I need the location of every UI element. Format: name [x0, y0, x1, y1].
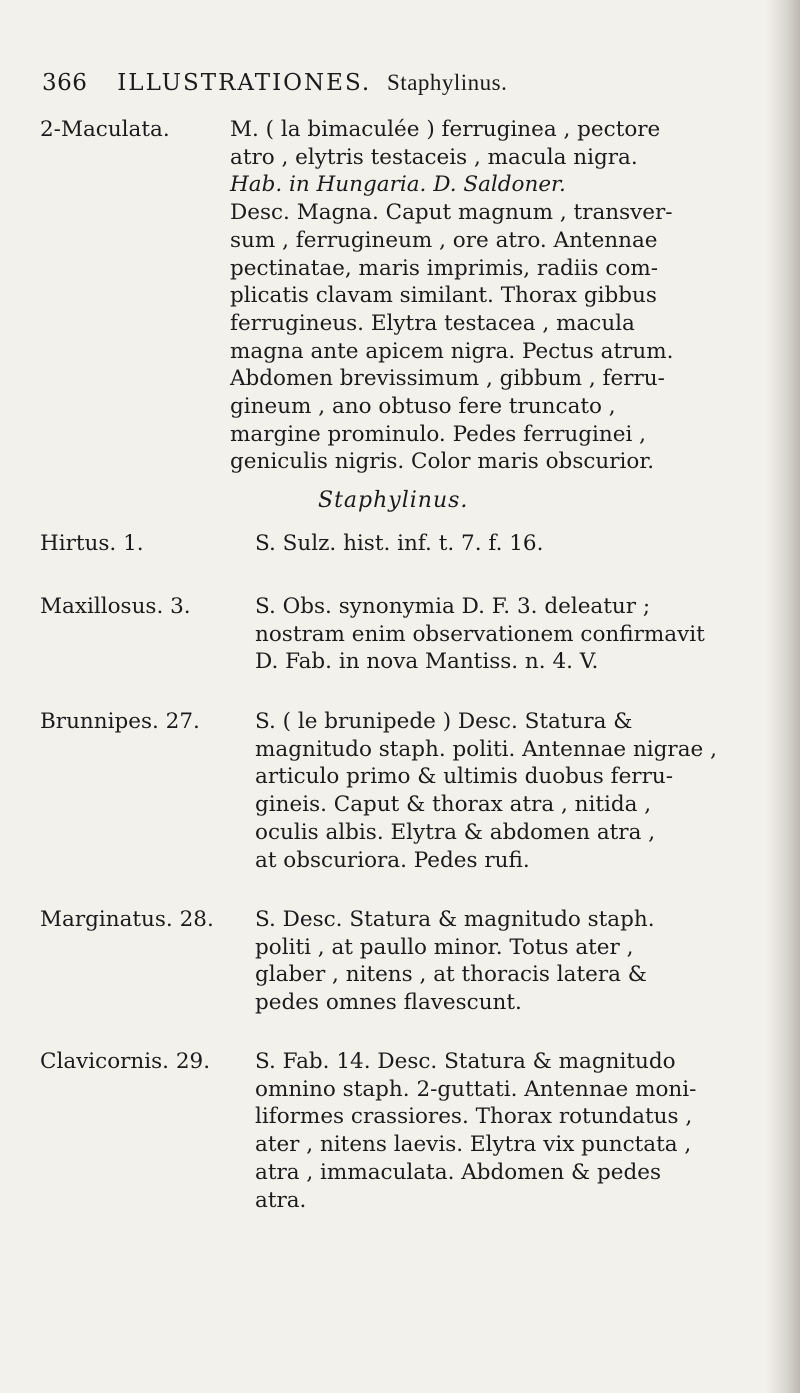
- entry-line: atra.: [255, 1187, 307, 1213]
- entry-line: omnino staph. 2-guttati. Antennae moni-: [255, 1076, 697, 1102]
- entry-line: Abdomen brevissimum , gibbum , ferru-: [230, 366, 665, 392]
- entry-hirtus: [40, 530, 770, 558]
- entry-line: S. Sulz. hist. inf. t. 7. f. 16.: [255, 531, 544, 556]
- entry-brunnipes: [40, 708, 770, 874]
- entry-label: 2-Maculata.: [40, 117, 170, 142]
- entry-line: plicatis clavam similant. Thorax gibbus: [230, 283, 657, 309]
- entry-line: pectinatae, maris imprimis, radiis com-: [230, 255, 659, 281]
- entry-label: Clavicornis. 29.: [40, 1049, 211, 1074]
- entry-line: Desc. Magna. Caput magnum , transver-: [230, 200, 673, 226]
- entry-line: margine prominulo. Pedes ferruginei ,: [230, 421, 646, 447]
- entry-line: atra , immaculata. Abdomen & pedes: [255, 1159, 662, 1185]
- entry-label: Marginatus. 28.: [40, 907, 214, 932]
- entry-line: politi , at paullo minor. Totus ater ,: [255, 934, 634, 960]
- entry-line: D. Fab. in nova Mantiss. n. 4. V.: [255, 649, 599, 675]
- entry-line: S. Desc. Statura & magnitudo staph.: [255, 907, 655, 932]
- section-subheading: Staphylinus.: [318, 488, 469, 513]
- entry-maxillosus: [40, 593, 770, 676]
- entry-line: atro , elytris testaceis , macula nigra.: [230, 144, 638, 170]
- running-header: [42, 70, 742, 96]
- page-number: 366: [42, 70, 88, 96]
- entry-line: nostram enim observationem confirmavit: [255, 621, 705, 647]
- entry-line: pedes omnes flavescunt.: [255, 990, 522, 1016]
- entry-line: oculis albis. Elytra & abdomen atra ,: [255, 819, 656, 845]
- entry-line: magnitudo staph. politi. Antennae nigrae ,: [255, 736, 717, 762]
- entry-line: S. Obs. synonymia D. F. 3. deleatur ;: [255, 594, 651, 619]
- entry-line: S. Fab. 14. Desc. Statura & magnitudo: [255, 1049, 676, 1074]
- entry-line: sum , ferrugineum , ore atro. Antennae: [230, 227, 658, 253]
- running-title: ILLUSTRATIONES.: [117, 70, 372, 96]
- entry-2-maculata: [40, 116, 770, 476]
- entry-line: gineum , ano obtuso fere truncato ,: [230, 394, 616, 420]
- entry-line: ferrugineus. Elytra testacea , macula: [230, 310, 635, 336]
- entry-label: Brunnipes. 27.: [40, 709, 200, 734]
- entry-line: geniculis nigris. Color maris obscurior.: [230, 449, 655, 475]
- entry-line: glaber , nitens , at thoracis latera &: [255, 962, 647, 988]
- entry-line: magna ante apicem nigra. Pectus atrum.: [230, 338, 674, 364]
- entry-line: at obscuriora. Pedes rufi.: [255, 847, 530, 873]
- page-edge-shadow: [766, 0, 800, 1393]
- entry-line: articulo primo & ultimis duobus ferru-: [255, 764, 673, 790]
- entry-line: M. ( la bimaculée ) ferruginea , pectore: [230, 117, 661, 142]
- entry-marginatus: [40, 906, 770, 1017]
- entry-line: ater , nitens laevis. Elytra vix punctata ,: [255, 1132, 692, 1158]
- entry-label: Hirtus. 1.: [40, 531, 144, 556]
- entry-line: gineis. Caput & thorax atra , nitida ,: [255, 792, 652, 818]
- entry-line: liformes crassiores. Thorax rotundatus ,: [255, 1104, 693, 1130]
- entry-label: Maxillosus. 3.: [40, 594, 191, 619]
- entry-line: Hab. in Hungaria. D. Saldoner.: [230, 172, 566, 198]
- entry-line: S. ( le brunipede ) Desc. Statura &: [255, 709, 633, 734]
- entry-clavicornis: [40, 1048, 770, 1214]
- section-title: Staphylinus.: [387, 70, 508, 95]
